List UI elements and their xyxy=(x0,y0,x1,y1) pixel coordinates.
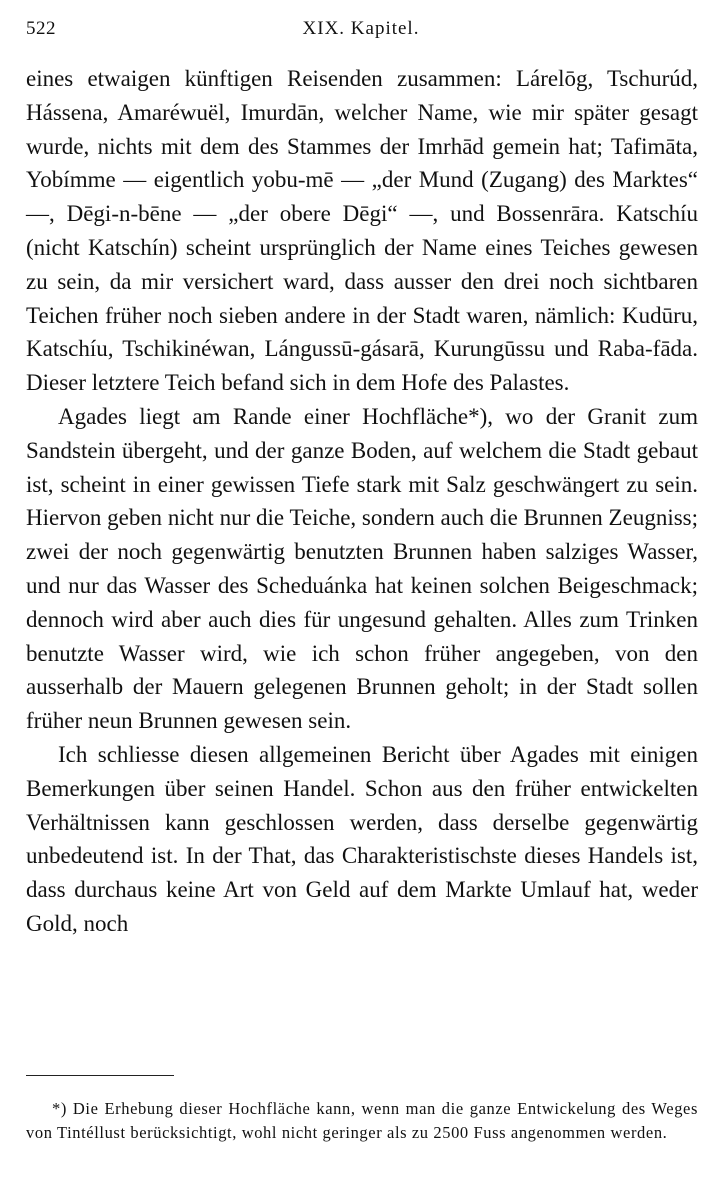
running-head: XIX. Kapitel. xyxy=(302,18,420,39)
footnote: *) Die Erhebung dieser Hochfläche kann, wenn man die ganze Entwickelung des Weges von Tintéllust berücksichtigt, wohl nicht geringer als zu 2500 Fuss angenommen werden. xyxy=(26,1099,698,1142)
paragraph-agades-location: Agades liegt am Rande einer Hochfläche*), wo der Granit zum Sandstein übergeht, und der ganze Boden, auf welchem die Stadt gebaut ist, scheint in einer gewissen Tiefe stark mit Salz geschwängert zu sein. Hiervon geben nicht nur die Teiche, sondern auch die Brunnen Zeugniss; zwei der noch gegenwärtig benutzten Brunnen haben salziges Wasser, und nur das Wasser des Scheduánka hat keinen solchen Beigeschmack; dennoch wird aber auch dies für ungesund gehalten. Alles zum Trinken benutzte Wasser wird, wie ich schon früher angegeben, von den ausserhalb der Mauern gelegenen Brunnen geholt; in der Stadt sollen früher neun Brunnen gewesen sein. xyxy=(26,403,698,734)
paragraph-continuation: eines etwaigen künftigen Reisenden zusammen: Lárelōg, Tschurúd, Hássena, Amaréwuël, Imurdān, welcher Name, wie mir später gesagt wurde, nichts mit dem des Stammes der Imrhād gemein hat; Tafimāta, Yobímme — eigentlich yobu-mē — „der Mund (Zugang) des Marktes“ —, Dēgi-n-bēne — „der obere Dēgi“ —, und Bossenrāra. Katschíu (nicht Katschín) scheint ursprünglich der Name eines Teiches gewesen zu sein, da mir versichert ward, dass ausser den drei noch sichtbaren Teichen früher noch sieben andere in der Stadt waren, nämlich: Kudūru, Katschíu, Tschikinéwan, Lángussū-gásarā, Kurungūssu und Raba-fāda. Dieser letztere Teich befand sich in dem Hofe des Palastes. xyxy=(26,66,698,396)
page-header xyxy=(26,18,696,46)
page-number: 522 xyxy=(26,18,56,39)
paragraph-trade: Ich schliesse diesen allgemeinen Bericht über Agades mit einigen Bemerkungen über seinen Handel. Schon aus den früher entwickelten Verhältnissen kann geschlossen werden, dass derselbe gegenwärtig unbedeutend ist. In der That, das Charakteristischste dieses Handels ist, dass durchaus keine Art von Geld auf dem Markte Umlauf hat, weder Gold, noch xyxy=(26,741,698,936)
footnote-divider xyxy=(26,1075,174,1076)
body-text xyxy=(26,62,698,941)
